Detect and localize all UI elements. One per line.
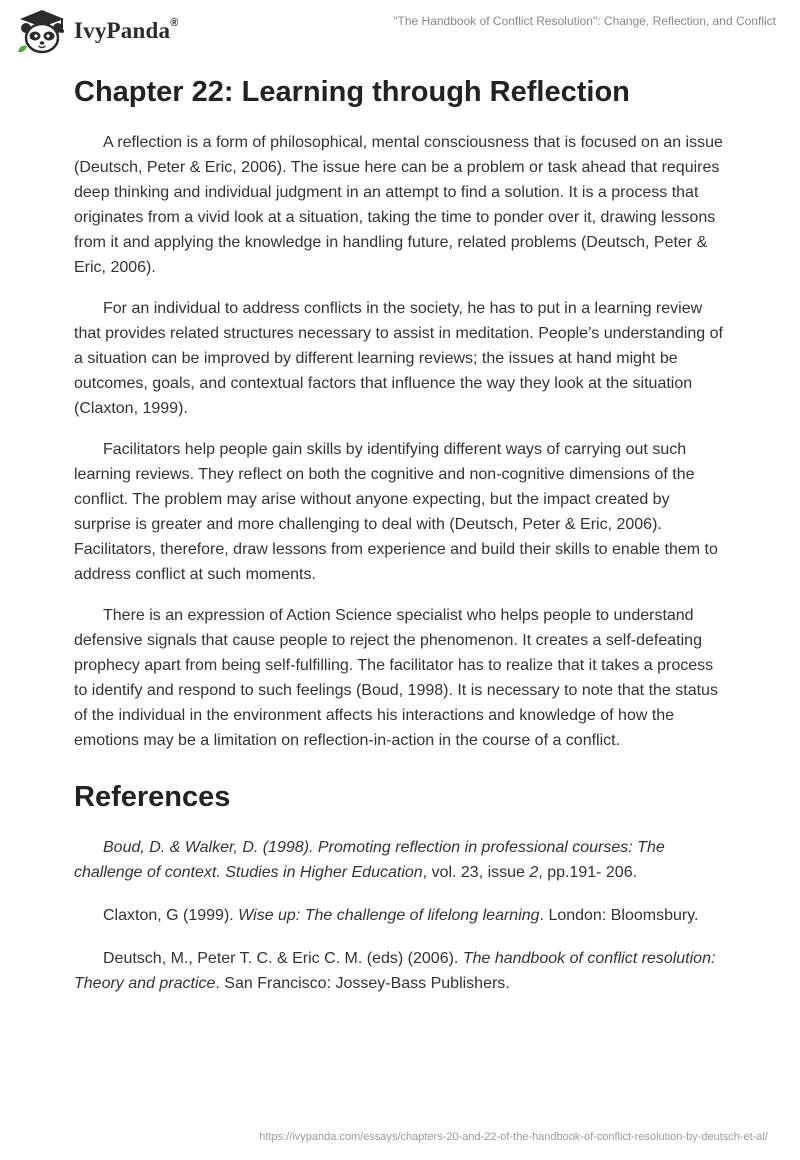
references-heading: References [74, 781, 231, 813]
paragraph: Facilitators help people gain skills by identifying different ways of carrying out such learning reviews. They reflect on both the cognitive and non-cognitive dimensions of the conflict. The problem may arise without anyone expecting, but the impact created by surprise is greater and more challenging to deal with (Deutsch, Peter & Eric, 2006). Facilitators, therefore, draw lessons from experience and build their skills to enable them to address conflict at such moments. [74, 441, 718, 583]
essay-content [74, 70, 728, 1014]
reference-item: Claxton, G (1999). Wise up: The challenge of lifelong learning. London: Bloomsbury. [103, 907, 699, 924]
reference-item: Boud, D. & Walker, D. (1998). Promoting reflection in professional courses: The challenge of context. Studies in Higher Education, vol. 23, issue 2, pp.191- 206. [74, 839, 665, 881]
page-header [0, 0, 800, 64]
source-url-link[interactable]: https://ivypanda.com/essays/chapters-20-and-22-of-the-handbook-of-conflict-resolution-by-deutsch-et-al/ [259, 1131, 768, 1143]
document-title: "The Handbook of Conflict Resolution": Change, Reflection, and Conflict [393, 14, 776, 28]
reference-item: Deutsch, M., Peter T. C. & Eric C. M. (eds) (2006). The handbook of conflict resolution: Theory and practice. San Francisco: Jossey-Bass Publishers. [74, 950, 716, 992]
paragraph: For an individual to address conflicts in the society, he has to put in a learning review that provides related structures necessary to assist in meditation. People’s understanding of a situation can be improved by different learning reviews; the issues at hand might be outcomes, goals, and contextual factors that influence the way they look at the situation (Claxton, 1999). [74, 300, 723, 417]
ivypanda-logo[interactable] [16, 8, 179, 56]
paragraph: There is an expression of Action Science specialist who helps people to understand defensive signals that cause people to reject the phenomenon. It creates a self-defeating prophecy apart from being self-fulfilling. The facilitator has to realize that it takes a process to identify and respond to such feelings (Boud, 1998). It is necessary to note that the status of the individual in the environment affects his interactions and knowledge of how the emotions may be a limitation on reflection-in-action in the course of a conflict. [74, 607, 718, 749]
panda-graduate-icon [16, 8, 68, 56]
chapter-heading: Chapter 22: Learning through Reflection [74, 76, 630, 108]
logo-text: IvyPanda® [74, 17, 179, 43]
paragraph: A reflection is a form of philosophical, mental consciousness that is focused on an issue (Deutsch, Peter & Eric, 2006). The issue here can be a problem or task ahead that requires deep thinking and individual judgment in an attempt to find a solution. It is a process that originates from a vivid look at a situation, taking the time to ponder over it, drawing lessons from it and applying the knowledge in handling future, related problems (Deutsch, Peter & Eric, 2006). [74, 134, 723, 276]
